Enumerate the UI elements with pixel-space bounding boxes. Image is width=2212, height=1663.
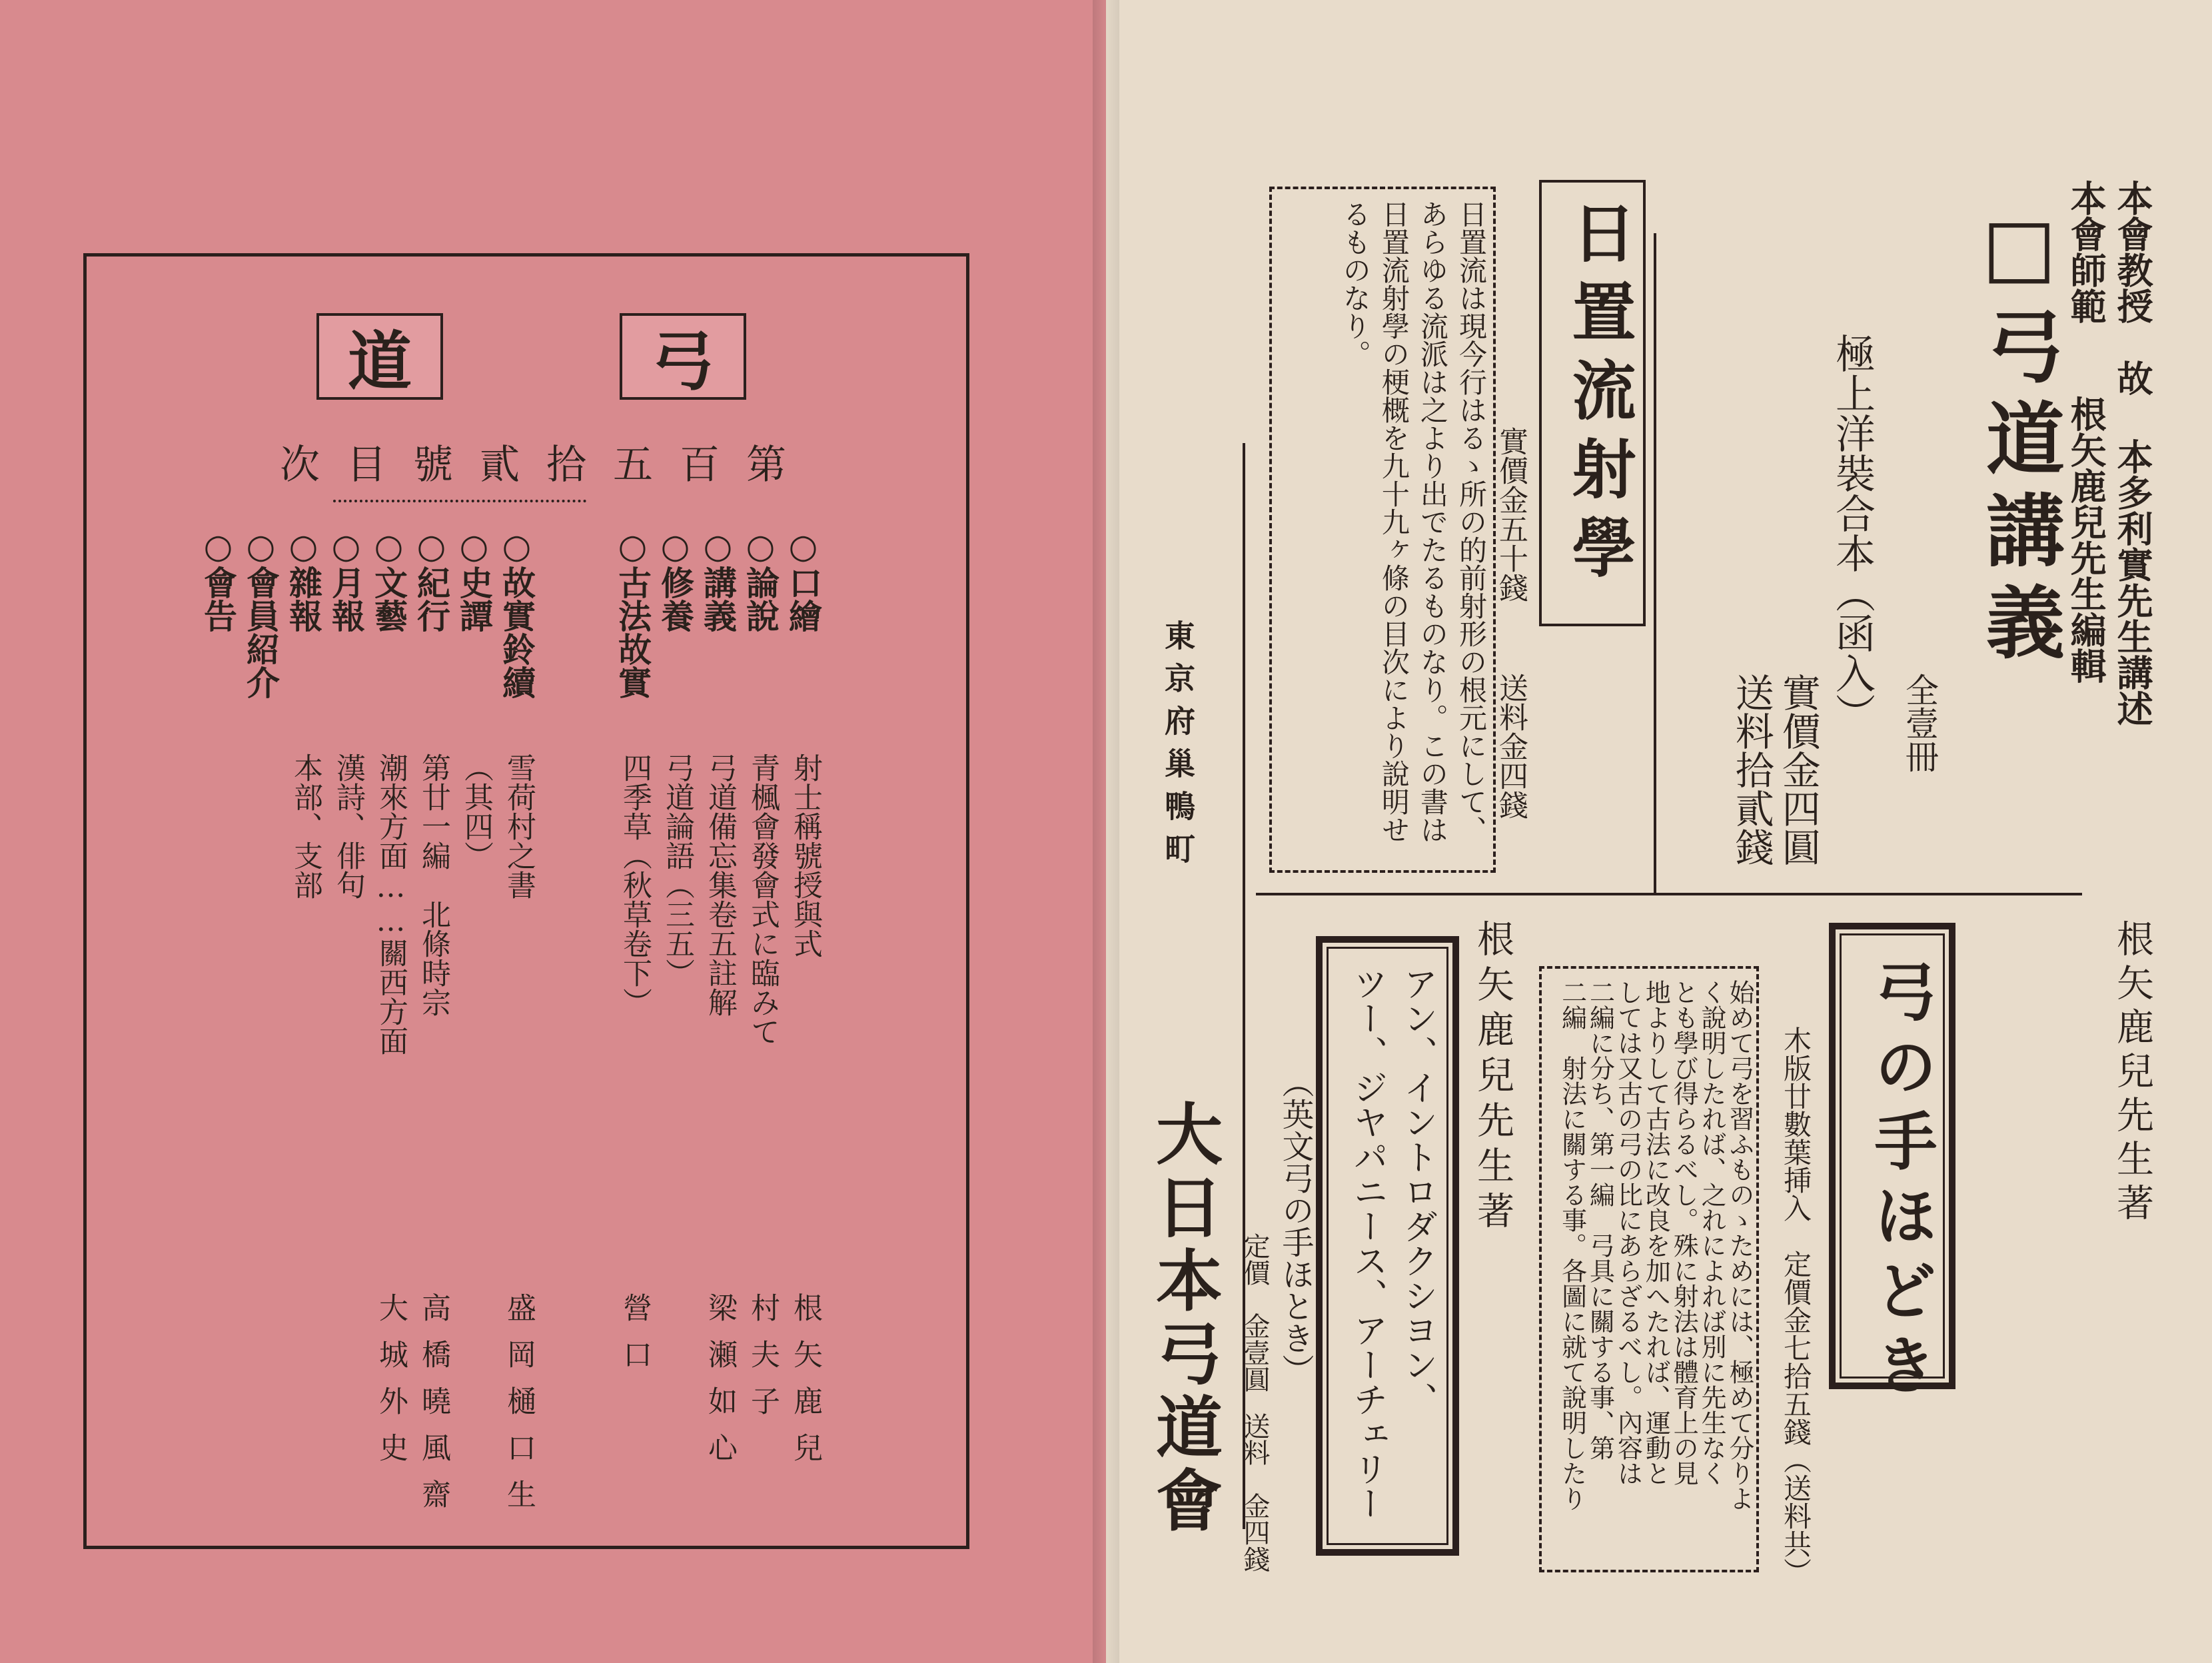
desc-column: 二編 射法に關する事。各圖に就て說明したり xyxy=(1557,979,1587,1511)
toc-entry xyxy=(454,526,494,632)
publisher-name: 大日本弓道會 xyxy=(1145,1099,1223,1539)
toc-entry-subtitle: 漢詩、俳句 xyxy=(331,753,365,899)
english-postage: 送料 金四錢 xyxy=(1239,1412,1270,1572)
toc-entry-heading: ○文藝 xyxy=(369,526,408,632)
title-char-do: 道 xyxy=(316,313,443,400)
kogi-volume: 全壹冊 xyxy=(1900,673,1939,773)
toc-entry xyxy=(656,526,695,632)
toc-entry xyxy=(497,526,536,699)
toc-entry-subtitle: 雪荷村之書 xyxy=(502,753,536,899)
toc-entry xyxy=(199,526,238,632)
toc-entry-author: 根矢鹿兒 xyxy=(788,1293,822,1479)
toc-entry-heading: ○故實鈴續 xyxy=(497,526,536,699)
toc-entry-subtitle: 弓道備忘集卷五註解 xyxy=(703,753,737,1017)
toc-entry xyxy=(412,526,451,632)
toc-entry-heading: ○雜報 xyxy=(284,526,323,632)
toc-entry xyxy=(284,526,323,632)
desc-column: 二編に分ち、第一編 弓具に關する事、第 xyxy=(1585,979,1615,1460)
title-char-yumi: 弓 xyxy=(620,313,746,400)
toc-entry-author: 村夫子 xyxy=(746,1293,780,1432)
desc-column: 地よりして古法に改良を加へたれば、運動と xyxy=(1641,979,1671,1486)
toc-entry-author: 大城外史 xyxy=(374,1293,408,1479)
toc-divider xyxy=(333,500,586,505)
toc-entry xyxy=(369,526,408,632)
toc-entry-heading: ○古法故實 xyxy=(613,526,652,699)
toc-entry xyxy=(741,526,780,632)
toc-entry-subtitle: 弓道論語（三五） xyxy=(660,753,694,987)
heki-desc xyxy=(1279,200,1486,859)
kogi-price: 實價金四圓 xyxy=(1775,673,1821,866)
right-page-ads xyxy=(1106,0,2212,1663)
toc-entry xyxy=(613,526,652,699)
toc-entry xyxy=(698,526,738,632)
toc-entry-subtitle: 第廿一編 北條時宗 xyxy=(416,753,450,1017)
toc-entry-heading: ○講義 xyxy=(698,526,738,632)
english-title-line2: ツー、ジヤパニース、アーチェリー xyxy=(1347,966,1387,1520)
desc-column: とも學び得らるべし。殊に射法は體育上の見 xyxy=(1669,979,1699,1486)
toc-entry-heading: ○修養 xyxy=(656,526,695,632)
toc-entry-subtitle: 射士稱號授與式 xyxy=(788,753,822,958)
tehodoki-spec: 木版廿數葉挿入 定價金七拾五錢（送料共） xyxy=(1780,1026,1812,1586)
toc-entry-heading: ○月報 xyxy=(326,526,366,632)
kogi-title: □弓道講義 xyxy=(1973,200,2065,674)
desc-column: 日置流射學の梗概を九十九ヶ條の目次により說明せ xyxy=(1377,200,1410,843)
heki-postage: 送料金四錢 xyxy=(1494,673,1528,820)
tehodoki-desc xyxy=(1546,979,1752,1559)
toc-entry xyxy=(784,526,823,632)
english-title-line1: アン、イントロダクシヨン、 xyxy=(1397,966,1437,1416)
desc-column: く說明したれば、之れによれば別に先生なく xyxy=(1697,979,1727,1486)
issue-line: 第百五拾貳號目次 xyxy=(280,442,813,488)
english-author: 根矢鹿兒先生著 xyxy=(1471,919,1514,1237)
toc-entry-subtitle: 潮來方面……關西方面 xyxy=(374,753,408,1055)
toc-entry-heading: ○口繪 xyxy=(784,526,823,632)
toc-entry-subtitle: 四季草（秋草卷下） xyxy=(618,753,652,1017)
toc-entry-author: 梁瀬如心 xyxy=(703,1293,737,1479)
toc-entry-heading: ○紀行 xyxy=(412,526,451,632)
desc-column: あらゆる流派は之より出でたるものなり。この書は xyxy=(1416,200,1449,843)
toc-entry xyxy=(326,526,366,632)
english-subtitle: （英文弓の手ほとき） xyxy=(1277,1066,1314,1386)
tehodoki-author: 根矢鹿兒先生著 xyxy=(2111,919,2154,1227)
kogi-line2: 本會師範 根矢鹿兒先生編輯 xyxy=(2065,180,2108,684)
kogi-postage: 送料拾貳錢 xyxy=(1728,673,1774,866)
toc-entry-heading: ○會告 xyxy=(199,526,238,632)
toc-entry-heading: ○論說 xyxy=(741,526,780,632)
english-price: 定價 金壹圓 xyxy=(1239,1233,1270,1392)
toc-entry xyxy=(241,526,280,699)
toc-entry-subtitle: 本部、支部 xyxy=(288,753,322,899)
tehodoki-title: 弓の手ほどき xyxy=(1864,959,1937,1407)
book-spine-shadow xyxy=(1093,0,1119,1663)
publisher-address: 東京府巢鴨町 xyxy=(1160,620,1196,875)
toc-entry-author: 高橋曉風齋 xyxy=(416,1293,450,1526)
rule-kogi xyxy=(1654,233,1656,893)
rule-horizontal xyxy=(1256,893,2082,895)
desc-column: しては又古の弓の比にあらざるべし。內容は xyxy=(1613,979,1643,1486)
toc-entry-heading: ○會員紹介 xyxy=(241,526,280,699)
toc-entry-author: 營口 xyxy=(618,1293,652,1386)
toc-entry-author: 盛岡樋口生 xyxy=(502,1293,536,1526)
desc-column: るものなり。 xyxy=(1339,200,1372,368)
kogi-binding: 極上洋裝合本（函入） xyxy=(1829,333,1876,733)
desc-column: 日置流は現今行はるゝ所の的前射形の根元にして、 xyxy=(1455,200,1488,843)
heki-title: 日置流射學 xyxy=(1562,200,1637,593)
desc-column: 始めて弓を習ふものゝためには、極めて分りよ xyxy=(1725,979,1754,1511)
kogi-line1: 本會教授 故 本多利實先生講述 xyxy=(2111,180,2155,726)
heki-price: 實價金五十錢 xyxy=(1494,426,1528,602)
toc-entry-subtitle: 青楓會發會式に臨みて xyxy=(746,753,780,1046)
toc-entry-heading: ○史譚 xyxy=(454,526,494,632)
toc-entry-subtitle: （其四） xyxy=(459,753,493,870)
